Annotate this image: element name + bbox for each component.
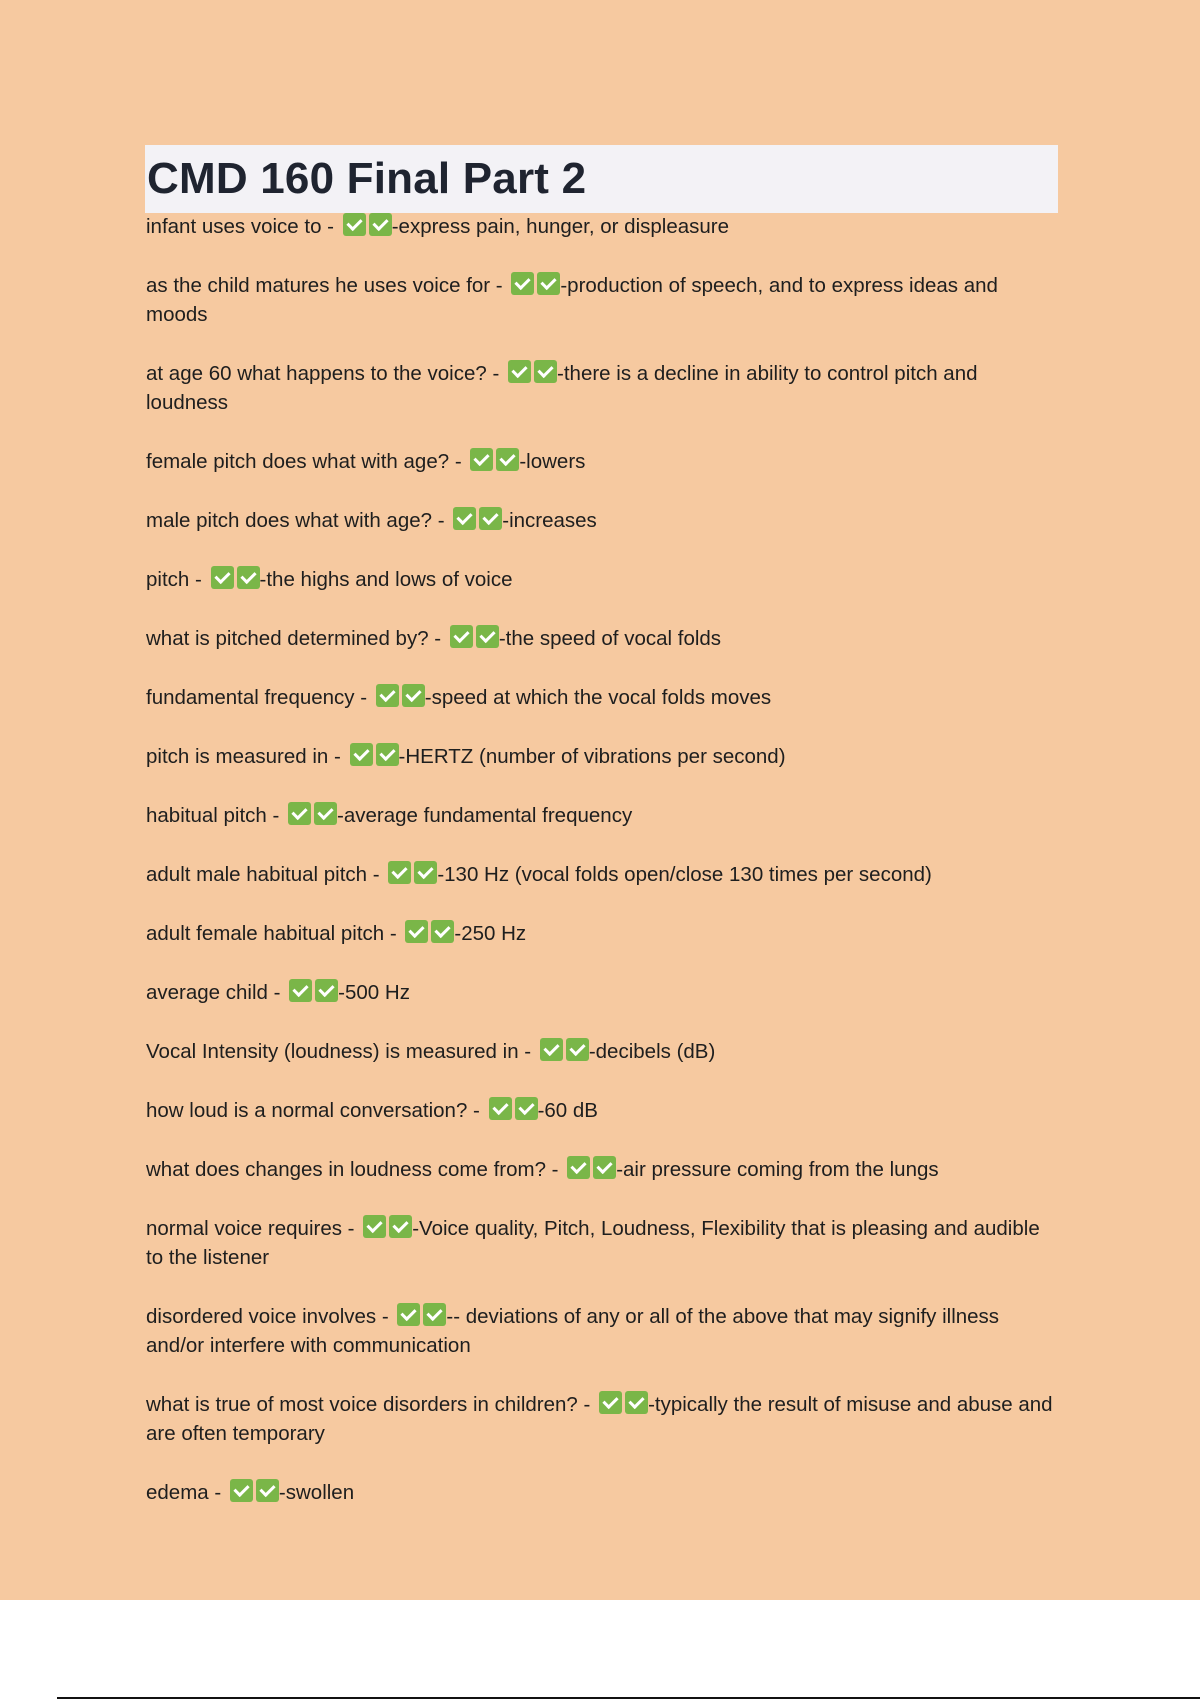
check-mark-icon: [515, 1097, 538, 1120]
footer-divider: [57, 1697, 1200, 1699]
double-check-mark-icon: [470, 447, 519, 476]
double-check-mark-icon: [350, 742, 399, 771]
check-mark-icon: [388, 861, 411, 884]
question-text: male pitch does what with age? -: [146, 509, 451, 532]
answer-text: -average fundamental frequency: [337, 804, 633, 827]
check-mark-icon: [599, 1391, 622, 1414]
answer-text: -typically the result of misuse and abuse and are often temporary: [146, 1393, 1053, 1445]
double-check-mark-icon: [363, 1214, 412, 1243]
flashcard-item: [146, 1390, 1056, 1448]
answer-text: -the highs and lows of voice: [259, 568, 513, 591]
question-text: infant uses voice to -: [146, 215, 340, 238]
check-mark-icon: [343, 213, 366, 236]
question-text: what is true of most voice disorders in children? -: [146, 1393, 597, 1416]
flashcard-item: [146, 506, 1056, 535]
page-title: CMD 160 Final Part 2: [147, 154, 587, 203]
question-text: habitual pitch -: [146, 804, 286, 827]
check-mark-icon: [211, 566, 234, 589]
question-text: fundamental frequency -: [146, 686, 373, 709]
question-text: female pitch does what with age? -: [146, 450, 468, 473]
double-check-mark-icon: [211, 565, 260, 594]
answer-text: -130 Hz (vocal folds open/close 130 times per second): [437, 863, 932, 886]
double-check-mark-icon: [450, 624, 499, 653]
answer-text: -production of speech, and to express ideas and moods: [146, 274, 998, 326]
question-text: adult female habitual pitch -: [146, 922, 403, 945]
check-mark-icon: [314, 802, 337, 825]
question-text: edema -: [146, 1481, 227, 1504]
check-mark-icon: [625, 1391, 648, 1414]
check-mark-icon: [450, 625, 473, 648]
check-mark-icon: [397, 1303, 420, 1326]
double-check-mark-icon: [511, 271, 560, 300]
check-mark-icon: [369, 213, 392, 236]
double-check-mark-icon: [567, 1155, 616, 1184]
double-check-mark-icon: [376, 683, 425, 712]
flashcard-item: [146, 359, 1056, 417]
question-text: disordered voice involves -: [146, 1305, 395, 1328]
flashcard-item: [146, 978, 1056, 1007]
answer-text: -HERTZ (number of vibrations per second): [398, 745, 786, 768]
question-text: what is pitched determined by? -: [146, 627, 447, 650]
question-text: pitch -: [146, 568, 208, 591]
title-bar: [145, 145, 1058, 213]
check-mark-icon: [511, 272, 534, 295]
flashcard-item: [146, 919, 1056, 948]
answer-text: -500 Hz: [338, 981, 410, 1004]
check-mark-icon: [593, 1156, 616, 1179]
answer-text: -60 dB: [537, 1099, 598, 1122]
flashcard-item: [146, 271, 1056, 329]
check-mark-icon: [470, 448, 493, 471]
question-text: as the child matures he uses voice for -: [146, 274, 509, 297]
question-text: how loud is a normal conversation? -: [146, 1099, 486, 1122]
flashcard-item: [146, 1478, 1056, 1507]
flashcard-list: [146, 212, 1056, 1537]
check-mark-icon: [376, 684, 399, 707]
flashcard-item: [146, 565, 1056, 594]
answer-text: -express pain, hunger, or displeasure: [391, 215, 730, 238]
check-mark-icon: [431, 920, 454, 943]
check-mark-icon: [489, 1097, 512, 1120]
answer-text: -swollen: [278, 1481, 355, 1504]
check-mark-icon: [288, 802, 311, 825]
check-mark-icon: [230, 1479, 253, 1502]
check-mark-icon: [540, 1038, 563, 1061]
flashcard-item: [146, 801, 1056, 830]
check-mark-icon: [534, 360, 557, 383]
check-mark-icon: [256, 1479, 279, 1502]
double-check-mark-icon: [508, 359, 557, 388]
check-mark-icon: [405, 920, 428, 943]
question-text: normal voice requires -: [146, 1217, 361, 1240]
check-mark-icon: [566, 1038, 589, 1061]
check-mark-icon: [537, 272, 560, 295]
check-mark-icon: [496, 448, 519, 471]
question-text: at age 60 what happens to the voice? -: [146, 362, 506, 385]
flashcard-item: [146, 1037, 1056, 1066]
double-check-mark-icon: [388, 860, 437, 889]
question-text: pitch is measured in -: [146, 745, 347, 768]
double-check-mark-icon: [288, 801, 337, 830]
check-mark-icon: [402, 684, 425, 707]
answer-text: -lowers: [519, 450, 586, 473]
flashcard-item: [146, 742, 1056, 771]
answer-text: -the speed of vocal folds: [498, 627, 722, 650]
check-mark-icon: [389, 1215, 412, 1238]
check-mark-icon: [315, 979, 338, 1002]
check-mark-icon: [567, 1156, 590, 1179]
check-mark-icon: [376, 743, 399, 766]
check-mark-icon: [414, 861, 437, 884]
answer-text: -there is a decline in ability to control pitch and loudness: [146, 362, 978, 414]
check-mark-icon: [363, 1215, 386, 1238]
question-text: Vocal Intensity (loudness) is measured in -: [146, 1040, 537, 1063]
flashcard-item: [146, 1155, 1056, 1184]
double-check-mark-icon: [289, 978, 338, 1007]
check-mark-icon: [289, 979, 312, 1002]
double-check-mark-icon: [343, 212, 392, 241]
flashcard-item: [146, 1214, 1056, 1272]
double-check-mark-icon: [453, 506, 502, 535]
double-check-mark-icon: [540, 1037, 589, 1066]
answer-text: -250 Hz: [454, 922, 527, 945]
double-check-mark-icon: [489, 1096, 538, 1125]
check-mark-icon: [508, 360, 531, 383]
flashcard-item: [146, 860, 1056, 889]
answer-text: -air pressure coming from the lungs: [616, 1158, 939, 1181]
check-mark-icon: [479, 507, 502, 530]
answer-text: -decibels (dB): [588, 1040, 716, 1063]
check-mark-icon: [453, 507, 476, 530]
double-check-mark-icon: [397, 1302, 446, 1331]
check-mark-icon: [237, 566, 260, 589]
answer-text: -speed at which the vocal folds moves: [424, 686, 772, 709]
answer-text: -Voice quality, Pitch, Loudness, Flexibility that is pleasing and audible to the listener: [146, 1217, 1040, 1269]
answer-text: -increases: [502, 509, 597, 532]
flashcard-item: [146, 1096, 1056, 1125]
question-text: average child -: [146, 981, 287, 1004]
double-check-mark-icon: [230, 1478, 279, 1507]
flashcard-item: [146, 624, 1056, 653]
flashcard-item: [146, 1302, 1056, 1360]
check-mark-icon: [476, 625, 499, 648]
check-mark-icon: [423, 1303, 446, 1326]
check-mark-icon: [350, 743, 373, 766]
question-text: what does changes in loudness come from? -: [146, 1158, 565, 1181]
flashcard-item: [146, 447, 1056, 476]
flashcard-item: [146, 683, 1056, 712]
double-check-mark-icon: [599, 1390, 648, 1419]
flashcard-item: [146, 212, 1056, 241]
question-text: adult male habitual pitch -: [146, 863, 386, 886]
double-check-mark-icon: [405, 919, 454, 948]
answer-text: -- deviations of any or all of the above that may signify illness and/or interfere with communication: [146, 1305, 1000, 1357]
